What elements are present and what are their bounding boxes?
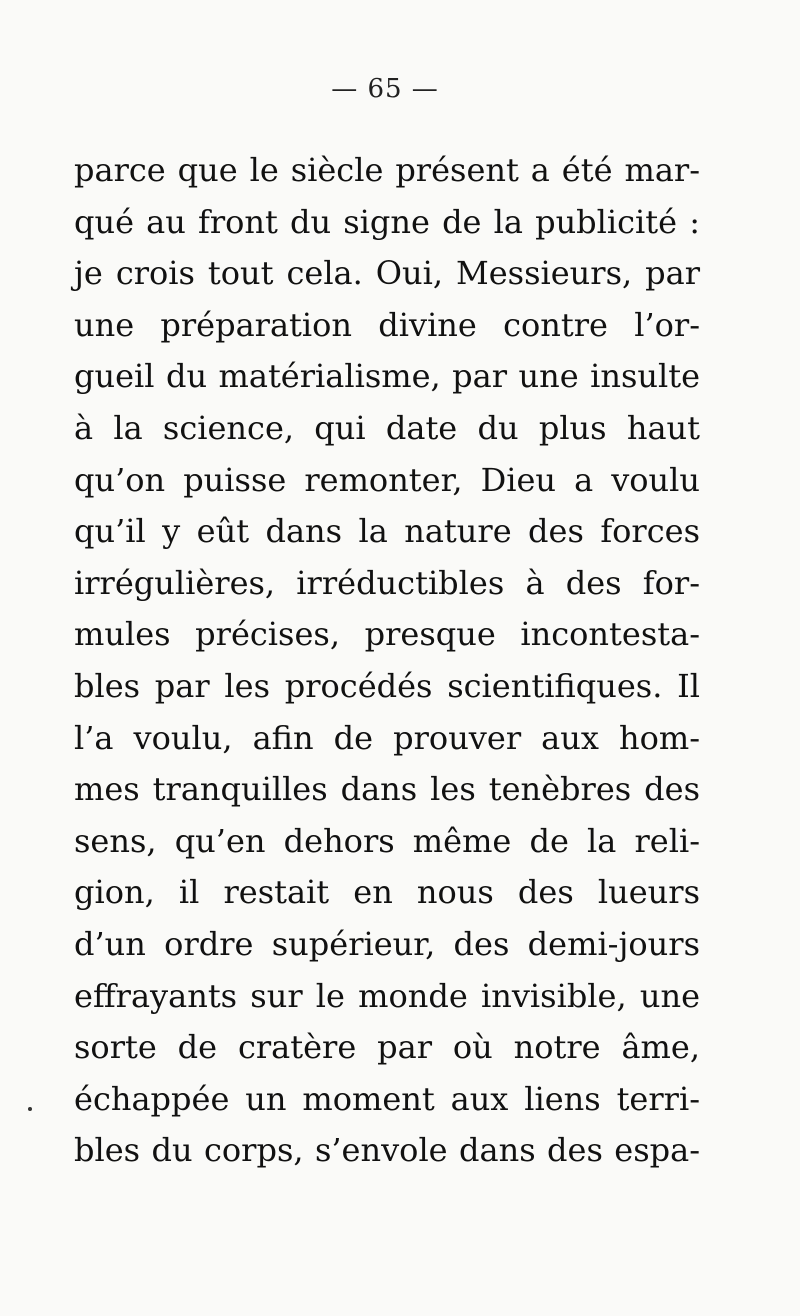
text-line: sens, qu’en dehors même de la reli- — [74, 821, 700, 860]
body-text — [74, 145, 700, 1177]
text-line: sorte de cratère par où notre âme, — [74, 1028, 700, 1067]
text-line: bles du corps, s’envole dans des espa- — [74, 1131, 700, 1170]
text-line: irrégulières, irréductibles à des for- — [74, 563, 700, 602]
ink-speck — [28, 1107, 32, 1111]
text-line: je crois tout cela. Oui, Messieurs, par — [74, 254, 700, 293]
text-line: échappée un moment aux liens terri- — [74, 1079, 700, 1118]
text-line: gueil du matérialisme, par une insulte — [74, 357, 700, 396]
text-line: mes tranquilles dans les tenèbres des — [74, 770, 700, 809]
text-line: mules précises, presque incontesta- — [74, 615, 700, 654]
text-line: parce que le siècle présent a été mar- — [74, 151, 700, 189]
page-number: — 65 — — [331, 74, 439, 104]
text-line: l’a voulu, afin de prouver aux hom- — [74, 718, 700, 757]
text-line: qué au front du signe de la publicité : — [74, 202, 700, 241]
text-line: qu’il y eût dans la nature des forces — [74, 512, 700, 551]
text-line: qu’on puisse remonter, Dieu a voulu — [74, 460, 700, 499]
text-line: bles par les procédés scientifiques. Il — [74, 666, 700, 705]
text-line: gion, il restait en nous des lueurs — [74, 873, 700, 912]
text-line: à la science, qui date du plus haut — [74, 408, 700, 447]
text-line: une préparation divine contre l’or- — [74, 305, 700, 344]
text-line: d’un ordre supérieur, des demi-jours — [74, 924, 700, 963]
text-line: effrayants sur le monde invisible, une — [74, 976, 700, 1015]
